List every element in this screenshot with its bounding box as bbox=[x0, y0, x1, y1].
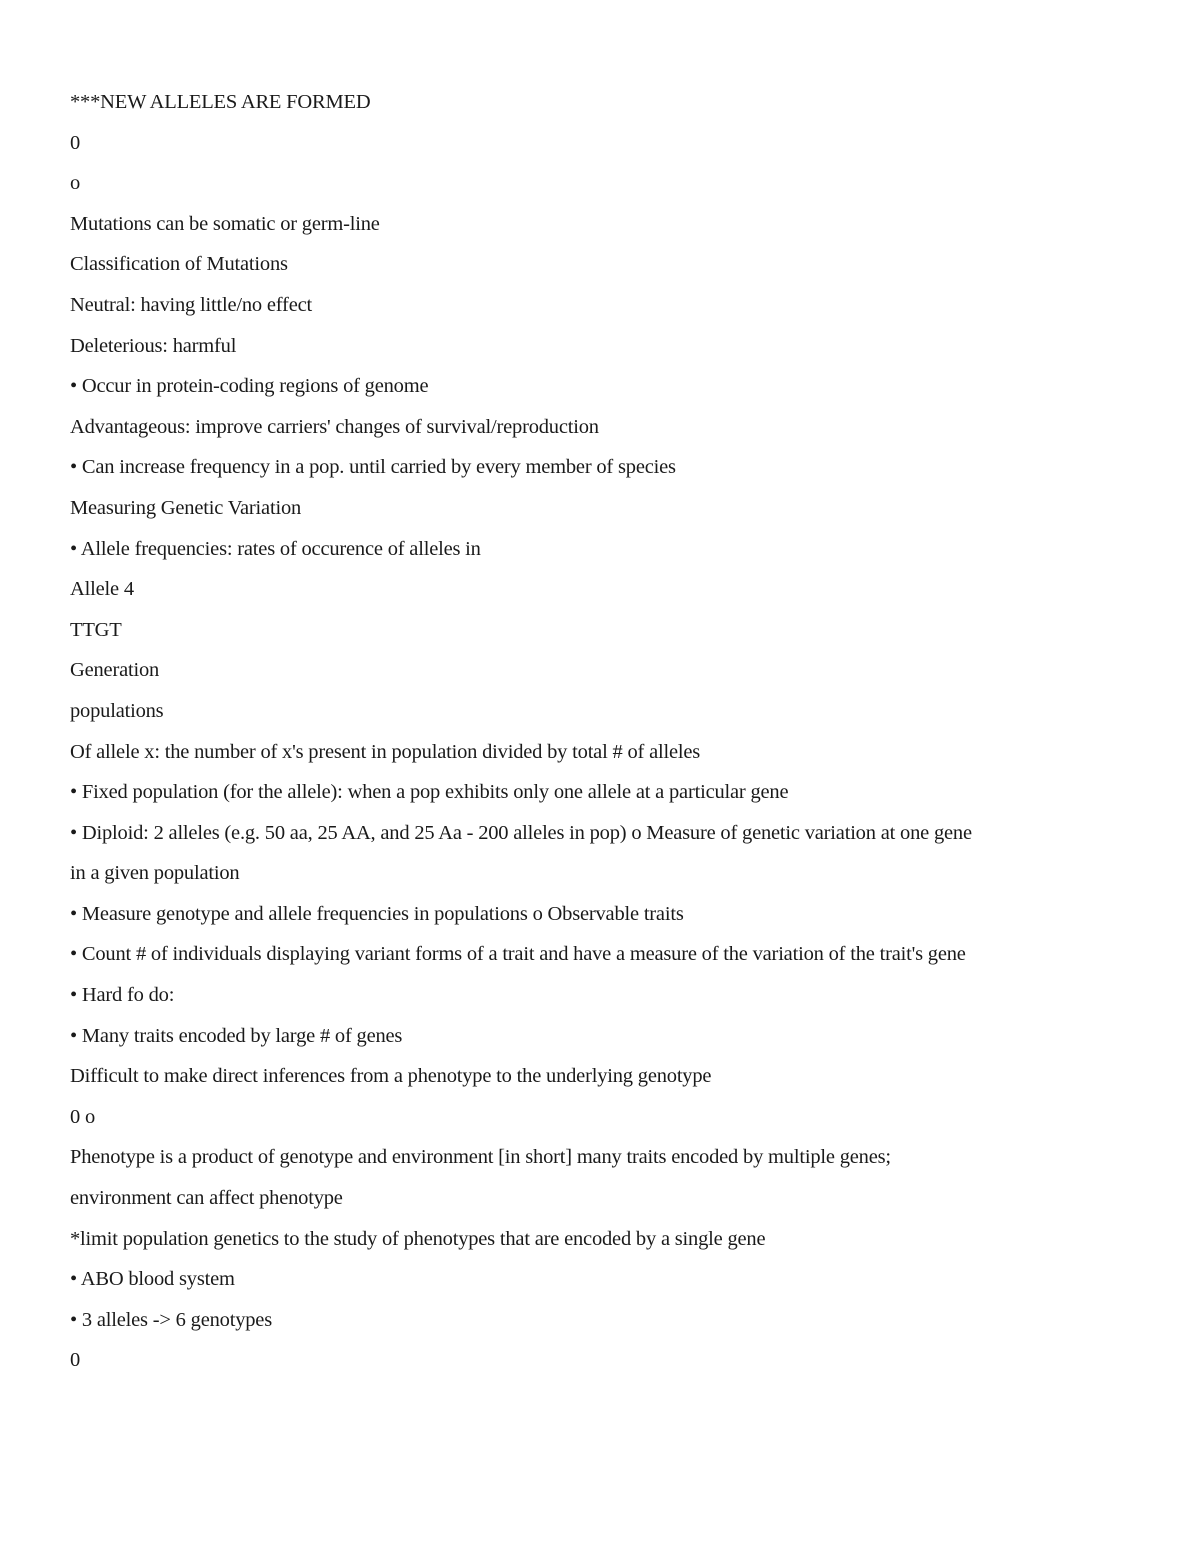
text-line: Of allele x: the number of x's present in population divided by total # of alleles bbox=[70, 740, 701, 763]
bullet-line: • Allele frequencies: rates of occurence of alleles in bbox=[70, 537, 481, 560]
text-line: Difficult to make direct inferences from a phenotype to the underlying genotype bbox=[70, 1065, 712, 1088]
heading-new-alleles: ***NEW ALLELES ARE FORMED bbox=[70, 91, 371, 113]
text-line: Neutral: having little/no effect bbox=[70, 293, 312, 316]
bullet-line: • Diploid: 2 alleles (e.g. 50 aa, 25 AA, and 25 Aa - 200 alleles in pop) o Measure of genetic variation at one gene bbox=[70, 821, 972, 844]
text-line: *limit population genetics to the study of phenotypes that are encoded by a single gene bbox=[70, 1227, 766, 1250]
bullet-line: • Fixed population (for the allele): when a pop exhibits only one allele at a particular gene bbox=[70, 781, 789, 804]
text-line: Deleterious: harmful bbox=[70, 334, 237, 357]
bullet-line: • Occur in protein-coding regions of genome bbox=[70, 375, 429, 398]
bullet-line: • Many traits encoded by large # of genes bbox=[70, 1024, 403, 1047]
text-line: 0 bbox=[70, 1349, 81, 1372]
document-text bbox=[70, 82, 1140, 1381]
bullet-line: • 3 alleles -> 6 genotypes bbox=[70, 1308, 272, 1331]
text-line: Measuring Genetic Variation bbox=[70, 496, 302, 519]
bullet-line: • Measure genotype and allele frequencies in populations o Observable traits bbox=[70, 902, 684, 925]
text-line: Advantageous: improve carriers' changes of survival/reproduction bbox=[70, 415, 599, 438]
bullet-line: • Count # of individuals displaying variant forms of a trait and have a measure of the variation of the trait's gene bbox=[70, 943, 966, 966]
text-line: o bbox=[70, 172, 81, 195]
text-line: Generation bbox=[70, 659, 160, 682]
text-line: TTGT bbox=[70, 618, 122, 641]
bullet-line: • Can increase frequency in a pop. until carried by every member of species bbox=[70, 456, 676, 479]
bullet-line: • ABO blood system bbox=[70, 1268, 235, 1291]
text-line: Classification of Mutations bbox=[70, 253, 288, 276]
text-line: Allele 4 bbox=[70, 578, 134, 601]
text-line: in a given population bbox=[70, 862, 240, 885]
text-line: 0 o bbox=[70, 1105, 96, 1128]
text-line: 0 bbox=[70, 131, 81, 154]
bullet-line: • Hard fo do: bbox=[70, 984, 175, 1007]
text-line: populations bbox=[70, 699, 164, 722]
text-line: Phenotype is a product of genotype and environment [in short] many traits encoded by multiple genes; bbox=[70, 1146, 891, 1169]
text-line: environment can affect phenotype bbox=[70, 1187, 343, 1210]
text-line: Mutations can be somatic or germ-line bbox=[70, 212, 380, 235]
